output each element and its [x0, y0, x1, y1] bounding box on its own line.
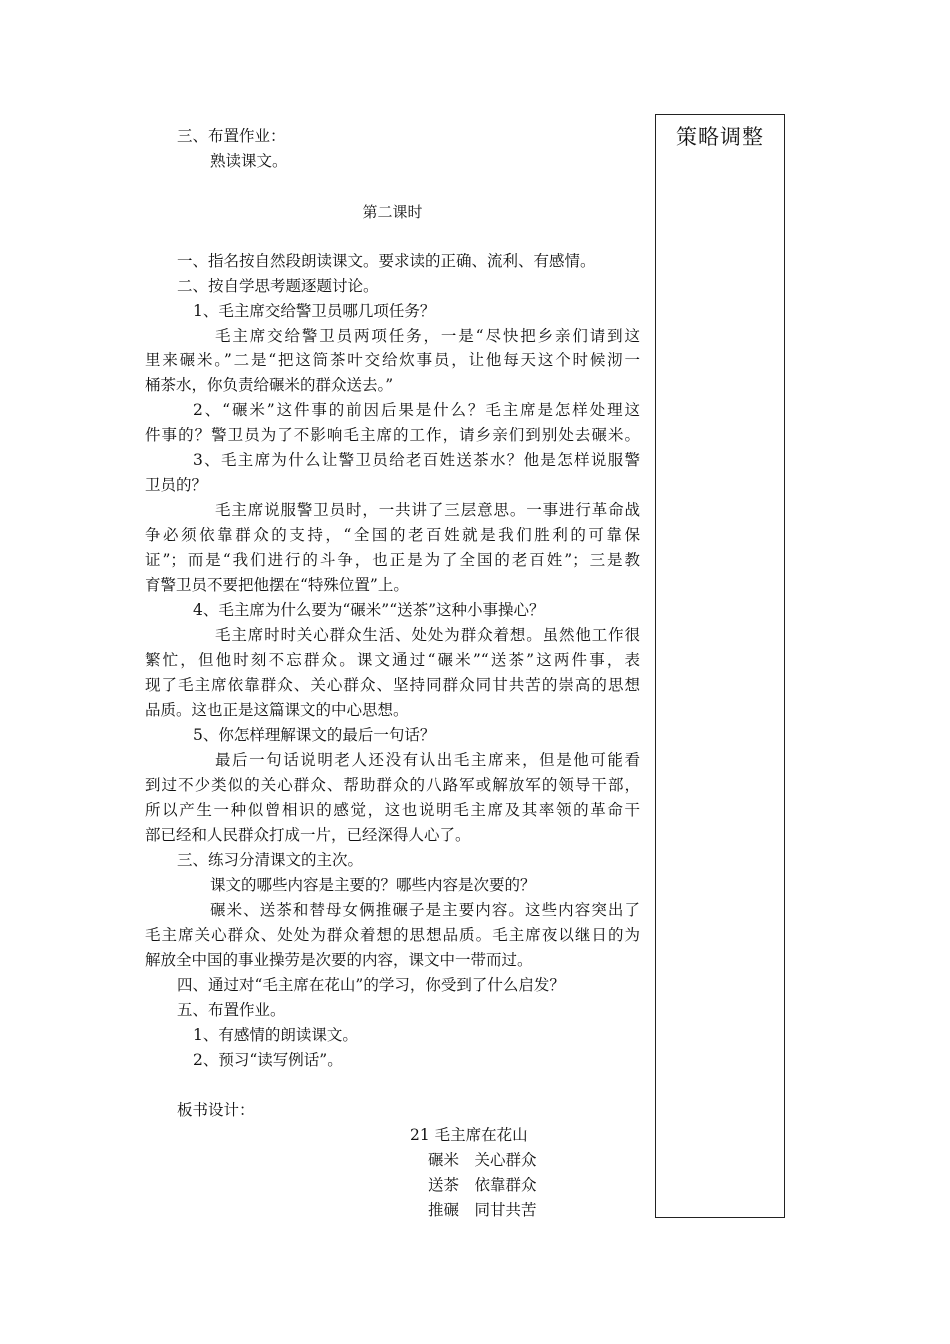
- homework-item: 2、预习“读写例话”。: [193, 1051, 343, 1069]
- section-2: 二、按自学思考题逐题讨论。: [177, 277, 379, 295]
- answer-4-line: 毛主席时时关心群众生活、处处为群众着想。虽然他工作很: [215, 626, 640, 644]
- answer-4-line: 品质。这也正是这篇课文的中心思想。: [145, 701, 409, 719]
- board-design-title: 21 毛主席在花山: [410, 1126, 528, 1144]
- section-1: 一、指名按自然段朗读课文。要求读的正确、流利、有感情。: [177, 252, 596, 270]
- lesson-title: 第二课时: [362, 203, 423, 221]
- section-3-heading: 三、练习分清课文的主次。: [177, 851, 364, 869]
- section-5-heading: 五、布置作业。: [177, 1001, 286, 1019]
- answer-5-line: 所以产生一种似曾相识的感觉，这也说明毛主席及其率领的革命干: [145, 801, 640, 819]
- homework-line: 熟读课文。: [210, 152, 288, 170]
- strategy-adjust-title: 策略调整: [676, 125, 764, 149]
- section-3-question: 课文的哪些内容是主要的？哪些内容是次要的？: [210, 876, 536, 894]
- board-design-label: 板书设计：: [177, 1101, 255, 1119]
- answer-4-line: 繁忙，但他时刻不忘群众。课文通过“碾米”“送茶”这两件事，表: [145, 651, 640, 669]
- section-3-answer-line: 碾米、送茶和替母女俩推碾子是主要内容。这些内容突出了: [210, 901, 640, 919]
- question-1: 1、毛主席交给警卫员哪几项任务？: [193, 302, 436, 320]
- homework-item: 1、有感情的朗读课文。: [193, 1026, 358, 1044]
- answer-3-line: 毛主席说服警卫员时，一共讲了三层意思。一事进行革命战: [215, 501, 640, 519]
- answer-3-line: 争必须依靠群众的支持，“全国的老百姓就是我们胜利的可靠保: [145, 526, 640, 544]
- board-design-row: 送茶 依靠群众: [428, 1176, 537, 1194]
- answer-4-line: 现了毛主席依靠群众、关心群众、坚持同群众同甘共苦的崇高的思想: [145, 676, 640, 694]
- question-3-line: 3、毛主席为什么让警卫员给老百姓送茶水？他是怎样说服警: [193, 451, 640, 469]
- question-5: 5、你怎样理解课文的最后一句话？: [193, 726, 436, 744]
- answer-3-line: 证”；而是“我们进行的斗争，也正是为了全国的老百姓”；三是教: [145, 551, 640, 569]
- question-2-line: 2、“碾米”这件事的前因后果是什么？毛主席是怎样处理这: [193, 401, 640, 419]
- question-2-line: 件事的？警卫员为了不影响毛主席的工作，请乡亲们到别处去碾米。: [145, 426, 640, 444]
- section-3-answer-line: 解放全中国的事业操劳是次要的内容，课文中一带而过。: [145, 951, 533, 969]
- answer-5-line: 最后一句话说明老人还没有认出毛主席来，但是他可能看: [215, 751, 640, 769]
- answer-3-line: 育警卫员不要把他摆在“特殊位置”上。: [145, 576, 409, 594]
- question-3-line: 卫员的？: [145, 476, 208, 494]
- homework-heading: 三、布置作业：: [177, 127, 286, 145]
- answer-1-line: 桶茶水，你负责给碾米的群众送去。”: [145, 376, 394, 394]
- board-design-row: 碾米 关心群众: [428, 1151, 537, 1169]
- section-3-answer-line: 毛主席关心群众、处处为群众着想的思想品质。毛主席夜以继日的为: [145, 926, 640, 944]
- answer-1-line: 毛主席交给警卫员两项任务，一是“尽快把乡亲们请到这: [215, 327, 640, 345]
- answer-5-line: 到过不少类似的关心群众、帮助群众的八路军或解放军的领导干部，: [145, 776, 640, 794]
- board-design-row: 推碾 同甘共苦: [428, 1201, 537, 1219]
- answer-1-line: 里来碾米。”二是“把这筒茶叶交给炊事员，让他每天这个时候沏一: [145, 351, 640, 369]
- answer-5-line: 部已经和人民群众打成一片，已经深得人心了。: [145, 826, 471, 844]
- section-4: 四、通过对“毛主席在花山”的学习，你受到了什么启发？: [177, 976, 565, 994]
- question-4: 4、毛主席为什么要为“碾米”“送茶”这种小事操心？: [193, 601, 545, 619]
